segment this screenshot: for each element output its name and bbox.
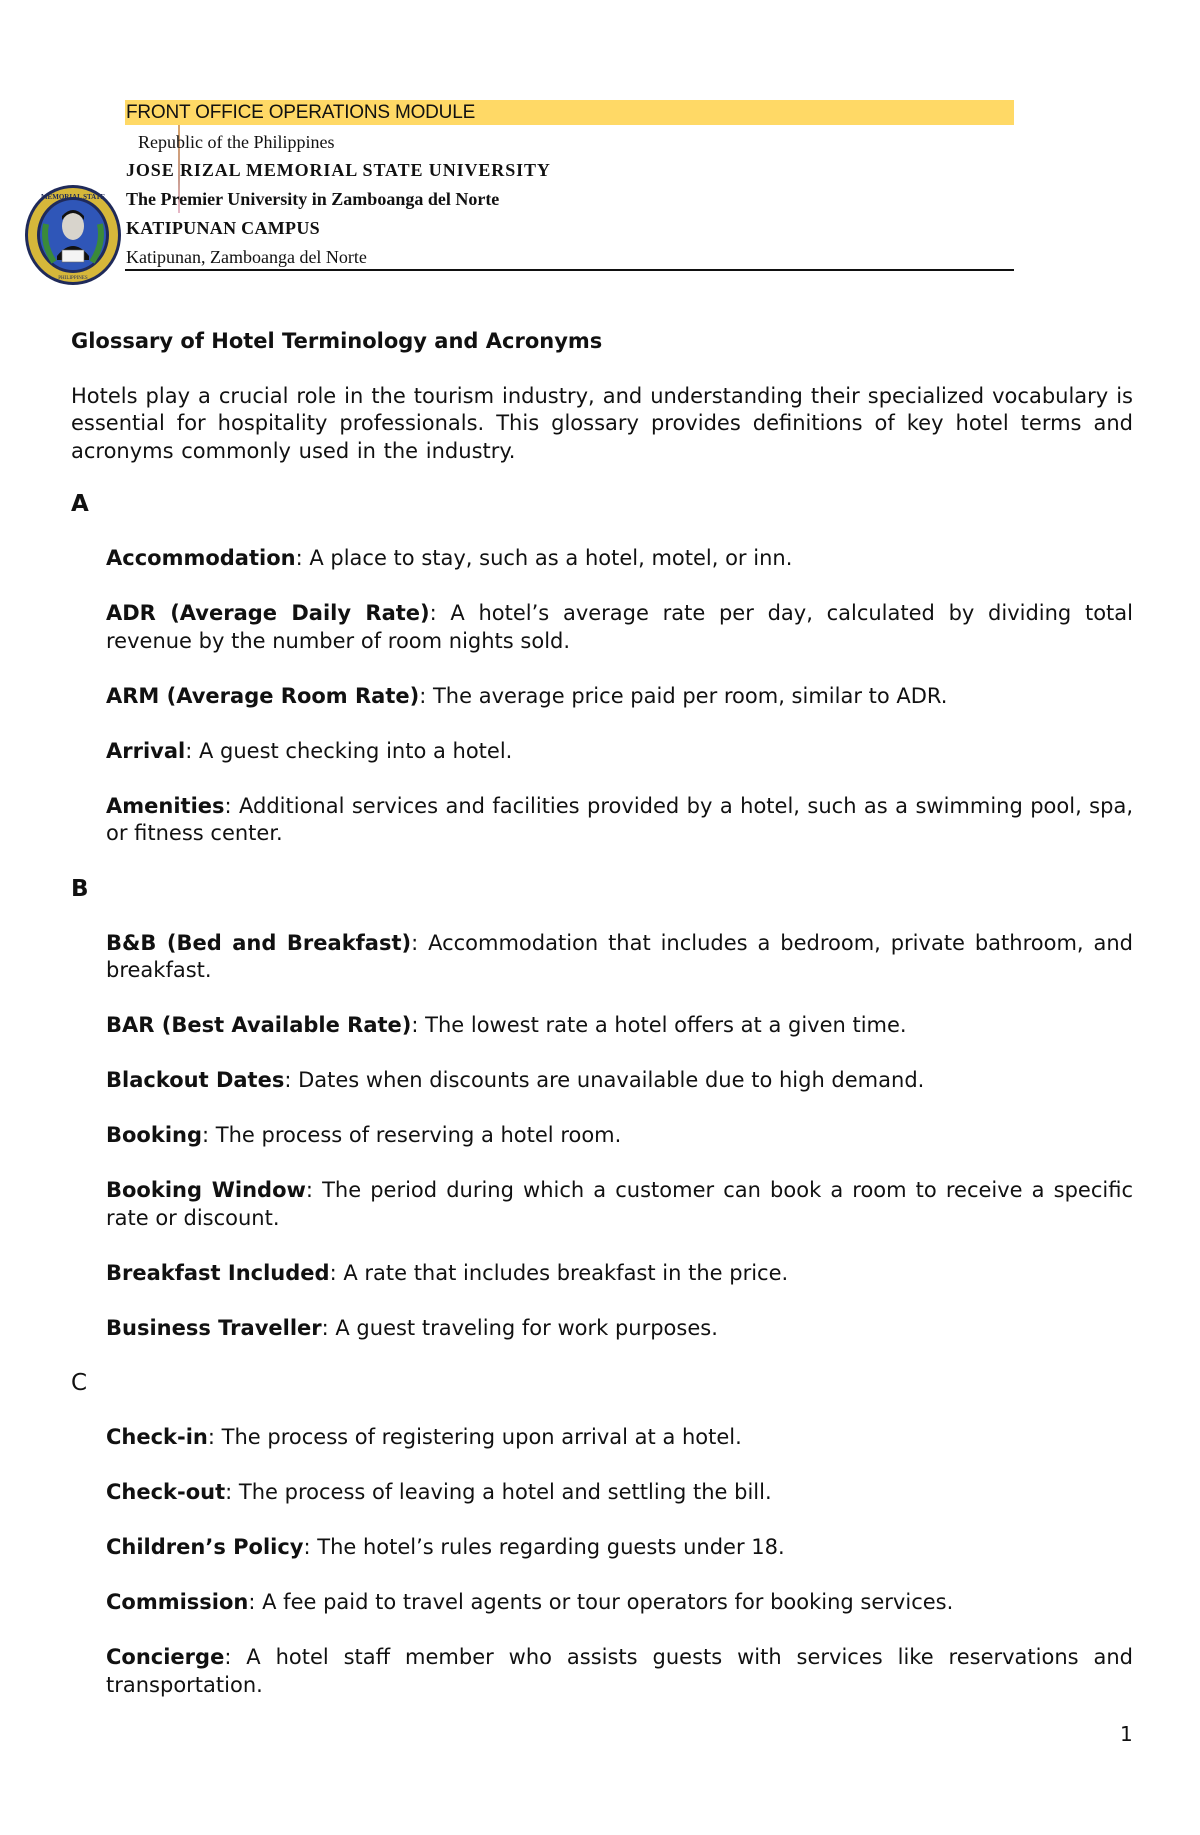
glossary-entry <box>106 1424 1133 1452</box>
university-seal-icon <box>24 184 122 286</box>
entry-term: Breakfast Included <box>106 1260 330 1285</box>
entry-definition: : A hotel staff member who assists guests with services like reservations and transportation. <box>106 1645 1133 1697</box>
glossary-entry <box>106 1589 1133 1617</box>
entry-term: Check-out <box>106 1480 226 1504</box>
section-heading-b: B <box>71 875 89 902</box>
page-number: 1 <box>1120 1722 1133 1746</box>
document-body <box>71 328 1133 1727</box>
entry-definition: : A place to stay, such as a hotel, motel, or inn. <box>295 546 793 570</box>
header-address: Katipunan, Zamboanga del Norte <box>126 247 367 267</box>
glossary-entry <box>106 1067 1133 1095</box>
header-divider <box>125 269 1014 271</box>
glossary-entry <box>106 1260 1133 1288</box>
header-campus: KATIPUNAN CAMPUS <box>126 218 320 238</box>
entry-definition: : A guest checking into a hotel. <box>185 738 513 763</box>
entry-definition: : The period during which a customer can book a room to receive a specific rate or discount. <box>106 1178 1133 1230</box>
entry-definition: : The average price paid per room, similar to ADR. <box>419 683 948 708</box>
entry-definition: : The process of reserving a hotel room. <box>202 1123 622 1147</box>
glossary-entry <box>106 930 1133 985</box>
entry-definition: : A hotel’s average rate per day, calculated by dividing total revenue by the number of room nights sold. <box>106 601 1133 653</box>
entry-term: Amenities <box>106 793 225 818</box>
entry-term: Commission <box>106 1590 249 1614</box>
entry-term: ARM (Average Room Rate) <box>106 683 420 708</box>
glossary-entry <box>106 1534 1133 1562</box>
entry-term: BAR (Best Available Rate) <box>106 1013 412 1037</box>
entry-definition: : A rate that includes breakfast in the price. <box>329 1260 789 1285</box>
entry-definition: : Additional services and facilities provided by a hotel, such as a swimming pool, spa, or fitness center. <box>106 793 1133 845</box>
header-university-name: JOSE RIZAL MEMORIAL STATE UNIVERSITY <box>126 160 551 180</box>
section-heading-c: C <box>71 1370 88 1396</box>
glossary-entry <box>106 1644 1133 1699</box>
glossary-entry <box>106 1012 1133 1040</box>
entry-definition: : Accommodation that includes a bedroom, private bathroom, and breakfast. <box>106 930 1133 982</box>
section-heading-a: A <box>71 491 89 517</box>
svg-text:PHILIPPINES: PHILIPPINES <box>58 276 88 281</box>
module-title: FRONT OFFICE OPERATIONS MODULE <box>126 102 476 123</box>
glossary-entry <box>106 683 1133 711</box>
entry-term: B&B (Bed and Breakfast) <box>106 930 412 955</box>
glossary-entry <box>106 793 1133 848</box>
glossary-entry <box>106 1177 1133 1232</box>
glossary-entry <box>106 738 1133 766</box>
entry-term: Booking Window <box>106 1178 306 1202</box>
entry-term: Accommodation <box>106 546 296 570</box>
entry-term: Booking <box>106 1123 203 1147</box>
svg-text:MEMORIAL STATE: MEMORIAL STATE <box>40 193 106 201</box>
intro-paragraph: Hotels play a crucial role in the tourism industry, and understanding their specialized vocabulary is essential for hospitality professionals. This glossary provides definitions of key hotel terms and acronyms commonly used in the industry. <box>71 383 1133 463</box>
glossary-entry <box>106 545 1133 573</box>
header-republic: Republic of the Philippines <box>138 132 335 152</box>
entry-term: Check-in <box>106 1425 208 1449</box>
entry-definition: : A guest traveling for work purposes. <box>321 1315 718 1340</box>
glossary-entry <box>106 600 1133 655</box>
entry-definition: : The process of registering upon arrival at a hotel. <box>207 1425 742 1449</box>
entry-definition: : The process of leaving a hotel and settling the bill. <box>225 1480 772 1504</box>
header-tagline: The Premier University in Zamboanga del Norte <box>126 189 500 209</box>
entry-term: Blackout Dates <box>106 1068 285 1092</box>
entry-term: Arrival <box>106 738 186 763</box>
entry-term: Business Traveller <box>106 1315 322 1340</box>
glossary-entry <box>106 1315 1133 1343</box>
entry-definition: : The lowest rate a hotel offers at a given time. <box>411 1013 907 1037</box>
glossary-entry <box>106 1122 1133 1150</box>
entry-definition: : A fee paid to travel agents or tour operators for booking services. <box>248 1590 954 1614</box>
document-title: Glossary of Hotel Terminology and Acronyms <box>71 329 603 353</box>
glossary-entry <box>106 1479 1133 1507</box>
entry-term: Concierge <box>106 1645 225 1669</box>
entry-term: ADR (Average Daily Rate) <box>106 601 430 625</box>
entry-term: Children’s Policy <box>106 1535 304 1559</box>
entry-definition: : Dates when discounts are unavailable due to high demand. <box>284 1068 925 1092</box>
entry-definition: : The hotel’s rules regarding guests under 18. <box>303 1535 785 1559</box>
